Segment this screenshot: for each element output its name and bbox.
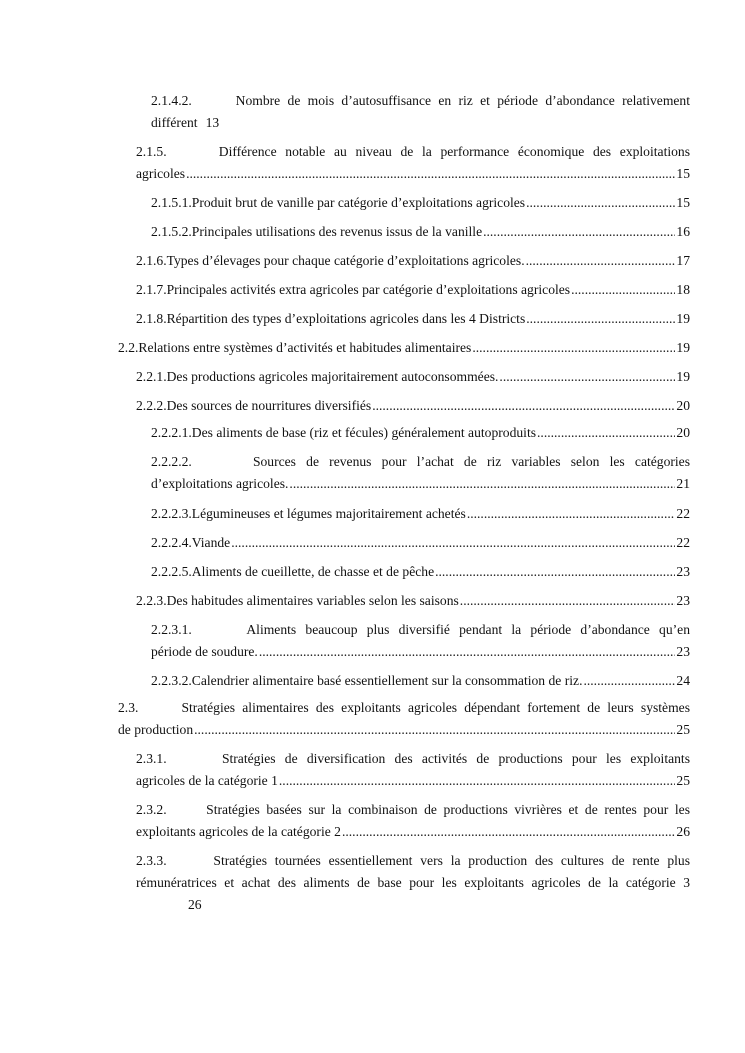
toc-entry-title: Viande xyxy=(191,535,231,550)
toc-entry[interactable] xyxy=(151,221,690,243)
toc-entry-line xyxy=(136,308,690,330)
toc-entry-line xyxy=(136,141,690,163)
toc-entry[interactable] xyxy=(118,337,690,359)
toc-entry-number: 2.2.2.4. xyxy=(151,535,192,550)
toc-entry-title: Aliments beaucoup plus diversifié pendant la période d’abondance qu’en xyxy=(246,622,690,637)
toc-entry-number: 2.3. xyxy=(118,700,139,715)
toc-entry[interactable] xyxy=(151,503,690,525)
toc-entry-page: 22 xyxy=(676,535,690,550)
toc-entry-title: Légumineuses et légumes majoritairement achetés xyxy=(191,506,466,521)
toc-entry-title: Nombre de mois d’autosuffisance en riz et période d’abondance relativement xyxy=(235,93,690,108)
toc-entry-title: Principales utilisations des revenus issus de la vanille xyxy=(191,224,483,239)
toc-entry-number: 2.2.2.2. xyxy=(151,454,192,469)
toc-entry-page: 22 xyxy=(676,506,690,521)
toc-entry-page: 15 xyxy=(676,166,690,181)
toc-entry[interactable] xyxy=(151,422,690,444)
toc-entry-title-continued: rémunératrices et achat des aliments de base pour les exploitants agricoles de la catégorie 3 xyxy=(136,875,690,890)
toc-entry-line xyxy=(136,894,690,916)
toc-entry[interactable] xyxy=(151,619,690,663)
toc-entry-title: Répartition des types d’exploitations agricoles dans les 4 Districts xyxy=(166,311,526,326)
toc-entry-page: 20 xyxy=(676,398,690,413)
toc-entry-line xyxy=(136,850,690,872)
toc-entry[interactable] xyxy=(136,590,690,612)
leader-dots xyxy=(435,561,675,583)
toc-entry-line xyxy=(136,395,690,417)
toc-entry-number: 2.2.3.1. xyxy=(151,622,192,637)
toc-entry-page: 23 xyxy=(676,593,690,608)
toc-entry-number: 2.1.5.2. xyxy=(151,224,192,239)
toc-entry-title: Stratégies tournées essentiellement vers la production des cultures de rente plus xyxy=(213,853,690,868)
leader-dots xyxy=(194,719,675,741)
toc-entry-number: 2.3.3. xyxy=(136,853,167,868)
toc-entry-number: 2.1.5. xyxy=(136,144,167,159)
toc-entry-title: Sources de revenus pour l’achat de riz variables selon les catégories xyxy=(252,454,690,469)
toc-entry-number: 2.1.7. xyxy=(136,282,167,297)
toc-entry[interactable] xyxy=(151,90,690,134)
toc-entry-line xyxy=(136,799,690,821)
toc-entry-title: Stratégies basées sur la combinaison de productions vivrières et de rentes pour les xyxy=(206,802,690,817)
toc-entry-page: 20 xyxy=(676,425,690,440)
toc-entry-line xyxy=(151,221,690,243)
toc-entry-title: Stratégies alimentaires des exploitants agricoles dépendant fortement de leurs systèmes xyxy=(181,700,690,715)
leader-dots xyxy=(231,532,675,554)
leader-dots xyxy=(526,250,676,272)
toc-entry-line xyxy=(151,561,690,583)
toc-entry-line xyxy=(151,619,690,641)
toc-entry-number: 2.2.2.3. xyxy=(151,506,192,521)
leader-dots xyxy=(467,503,676,525)
toc-entry-title-continued: de production xyxy=(118,722,194,737)
toc-entry-page: 19 xyxy=(676,340,690,355)
leader-dots xyxy=(526,192,675,214)
toc-entry-number: 2.2.3.2. xyxy=(151,673,192,688)
toc-entry[interactable] xyxy=(136,250,690,272)
toc-entry-title: Calendrier alimentaire basé essentiellement sur la consommation de riz. xyxy=(191,673,583,688)
toc-entry-line xyxy=(151,451,690,473)
toc-entry-number: 2.2.3. xyxy=(136,593,167,608)
toc-entry-page: 19 xyxy=(676,369,690,384)
toc-entry-line xyxy=(151,192,690,214)
toc-entry-line xyxy=(151,670,690,692)
toc-entry-line xyxy=(136,872,690,894)
leader-dots xyxy=(186,163,675,185)
toc-entry-page: 21 xyxy=(676,476,690,491)
toc-entry-line xyxy=(136,279,690,301)
toc-entry-page: 17 xyxy=(676,253,690,268)
toc-entry-number: 2.1.6. xyxy=(136,253,167,268)
toc-entry-line xyxy=(118,697,690,719)
toc-entry[interactable] xyxy=(151,192,690,214)
toc-entry-title: Principales activités extra agricoles par catégorie d’exploitations agricoles xyxy=(166,282,571,297)
toc-entry[interactable] xyxy=(136,141,690,185)
toc-entry-line xyxy=(151,473,690,495)
leader-dots xyxy=(483,221,675,243)
toc-entry-line xyxy=(136,163,690,185)
toc-entry-title: Aliments de cueillette, de chasse et de pêche xyxy=(191,564,435,579)
toc-entry-title: Différence notable au niveau de la performance économique des exploitations xyxy=(218,144,690,159)
toc-entry-line xyxy=(136,748,690,770)
toc-entry[interactable] xyxy=(136,748,690,792)
toc-entry-number: 2.1.5.1. xyxy=(151,195,192,210)
toc-entry-page: 23 xyxy=(676,564,690,579)
toc-entry-line xyxy=(151,532,690,554)
toc-entry-line xyxy=(136,250,690,272)
toc-entry-line xyxy=(151,90,690,112)
toc-entry-title: Des sources de nourritures diversifiés xyxy=(166,398,372,413)
toc-entry[interactable] xyxy=(136,395,690,417)
toc-entry[interactable] xyxy=(136,366,690,388)
toc-entry-title: Des aliments de base (riz et fécules) généralement autoproduits xyxy=(191,425,537,440)
leader-dots xyxy=(342,821,675,843)
toc-entry-title-continued: exploitants agricoles de la catégorie 2 xyxy=(136,824,341,839)
leader-dots xyxy=(571,279,675,301)
toc-entry-page: 25 xyxy=(676,722,690,737)
toc-entry-title: Des productions agricoles majoritairement autoconsommées. xyxy=(166,369,499,384)
toc-entry-page: 13 xyxy=(205,115,220,130)
toc-entry-title-continued: agricoles de la catégorie 1 xyxy=(136,773,278,788)
toc-entry-number: 2.1.8. xyxy=(136,311,167,326)
leader-dots xyxy=(537,422,675,444)
toc-entry-number: 2.2.1. xyxy=(136,369,167,384)
leader-dots xyxy=(372,395,675,417)
toc-entry-line xyxy=(151,112,690,134)
toc-entry[interactable] xyxy=(136,799,690,843)
toc-entry-number: 2.1.4.2. xyxy=(151,93,192,108)
toc-entry-number: 2.2.2.5. xyxy=(151,564,192,579)
toc-entry-line xyxy=(118,719,690,741)
leader-dots xyxy=(472,337,675,359)
toc-entry-title-continued: période de soudure. xyxy=(151,644,258,659)
toc-entry[interactable] xyxy=(151,532,690,554)
toc-entry-number: 2.2.2.1. xyxy=(151,425,192,440)
toc-entry-line xyxy=(151,422,690,444)
toc-entry-number: 2.2. xyxy=(118,340,139,355)
leader-dots xyxy=(279,770,676,792)
toc-entry-line xyxy=(136,770,690,792)
leader-dots xyxy=(259,641,676,663)
toc-entry-title-continued: d’exploitations agricoles. xyxy=(151,476,289,491)
toc-entry-line xyxy=(151,503,690,525)
toc-entry-page: 16 xyxy=(676,224,690,239)
toc-entry-line xyxy=(118,337,690,359)
toc-entry-line xyxy=(136,821,690,843)
leader-dots xyxy=(460,590,676,612)
toc-entry-number: 2.3.2. xyxy=(136,802,167,817)
leader-dots xyxy=(499,366,675,388)
toc-entry-line xyxy=(136,590,690,612)
toc-entry-number: 2.3.1. xyxy=(136,751,167,766)
toc-entry-page: 15 xyxy=(676,195,690,210)
leader-dots xyxy=(583,670,675,692)
toc-entry-page: 23 xyxy=(676,644,690,659)
toc-entry-title: Produit brut de vanille par catégorie d’exploitations agricoles xyxy=(191,195,526,210)
toc-entry[interactable] xyxy=(151,561,690,583)
toc-entry-title-continued: agricoles xyxy=(136,166,186,181)
toc-entry[interactable] xyxy=(136,279,690,301)
toc-entry-number: 2.2.2. xyxy=(136,398,167,413)
toc-entry-page: 26 xyxy=(188,897,202,912)
toc-entry-page: 25 xyxy=(676,773,690,788)
toc-entry-title-continued: différent xyxy=(151,115,198,130)
toc-entry[interactable] xyxy=(136,308,690,330)
toc-entry-page: 26 xyxy=(676,824,690,839)
toc-entry[interactable] xyxy=(118,697,690,741)
toc-entry-title: Types d’élevages pour chaque catégorie d’exploitations agricoles. xyxy=(166,253,525,268)
leader-dots xyxy=(289,473,675,495)
toc-entry-line xyxy=(151,641,690,663)
toc-entry-page: 18 xyxy=(676,282,690,297)
toc-entry-title: Stratégies de diversification des activités de productions pour les exploitants xyxy=(221,751,690,766)
toc-entry[interactable] xyxy=(151,670,690,692)
toc-entry-title: Relations entre systèmes d’activités et habitudes alimentaires xyxy=(138,340,472,355)
toc-entry-page: 24 xyxy=(676,673,690,688)
toc-entry[interactable] xyxy=(136,850,690,916)
toc-entry[interactable] xyxy=(151,451,690,495)
leader-dots xyxy=(526,308,675,330)
toc-entry-line xyxy=(136,366,690,388)
toc-entry-title: Des habitudes alimentaires variables selon les saisons xyxy=(166,593,459,608)
toc-entry-page: 19 xyxy=(676,311,690,326)
